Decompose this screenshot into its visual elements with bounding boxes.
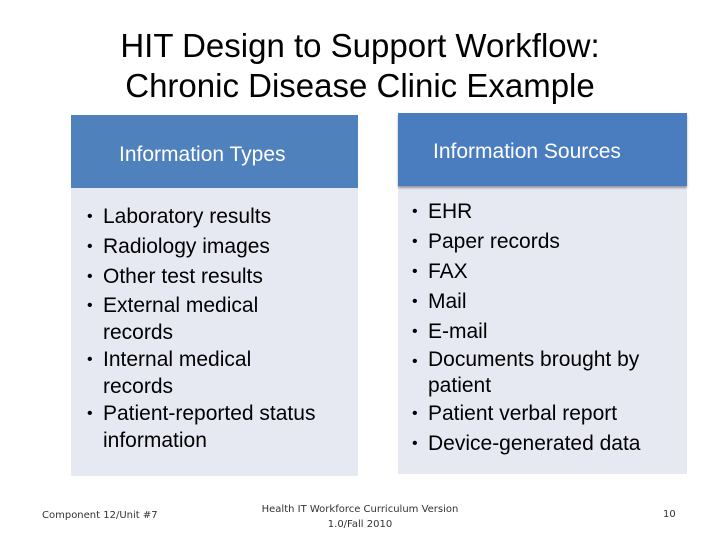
information-types-header <box>71 115 358 188</box>
slide-title-line-1: HIT Design to Support Workflow: <box>120 27 600 64</box>
list-item: • FAX <box>408 257 687 287</box>
information-sources-list <box>408 197 687 459</box>
list-item: • E-mail <box>408 317 687 347</box>
information-sources-header <box>398 113 687 186</box>
bullet-icon: • <box>87 351 93 368</box>
bullet-icon: • <box>412 435 418 452</box>
bullet-icon: • <box>87 208 93 225</box>
bullet-icon: • <box>412 233 418 250</box>
information-types-header-label: Information Types <box>119 143 286 166</box>
list-item: • Other test results <box>83 262 358 292</box>
bullet-icon: • <box>87 405 93 422</box>
list-item: • Documents brought by patient <box>412 348 640 397</box>
footer-curriculum-version <box>250 502 470 532</box>
bullet-icon: • <box>87 297 93 314</box>
slide-title <box>0 26 720 106</box>
bullet-icon: • <box>412 203 418 220</box>
list-item: • Mail <box>408 287 687 317</box>
footer-component-label: Component 12/Unit #7 <box>42 510 158 521</box>
information-types-panel <box>71 115 358 476</box>
list-item: • EHR <box>408 197 687 227</box>
list-item: • Paper records <box>408 227 687 257</box>
information-types-list <box>83 202 358 454</box>
list-item: • Patient-reported status information <box>87 402 316 452</box>
bullet-icon: • <box>412 353 418 370</box>
information-sources-header-label: Information Sources <box>433 140 621 163</box>
bullet-icon: • <box>87 268 93 285</box>
bullet-icon: • <box>412 323 418 340</box>
bullet-icon: • <box>412 405 418 422</box>
list-item: • Device-generated data <box>408 429 687 459</box>
bullet-icon: • <box>412 263 418 280</box>
list-item: • External medical records <box>87 294 259 344</box>
list-item: • Internal medical records <box>87 348 252 398</box>
list-item: • Patient verbal report <box>408 399 687 429</box>
bullet-icon: • <box>87 238 93 255</box>
footer-curriculum-line-2: 1.0/Fall 2010 <box>327 519 393 530</box>
list-item: • Radiology images <box>83 232 358 262</box>
list-item: • Laboratory results <box>83 202 358 232</box>
footer-curriculum-line-1: Health IT Workforce Curriculum Version <box>261 504 459 515</box>
slide-title-line-2: Chronic Disease Clinic Example <box>125 67 595 104</box>
page-number: 10 <box>663 509 676 520</box>
information-sources-panel <box>398 113 687 474</box>
bullet-icon: • <box>412 293 418 310</box>
